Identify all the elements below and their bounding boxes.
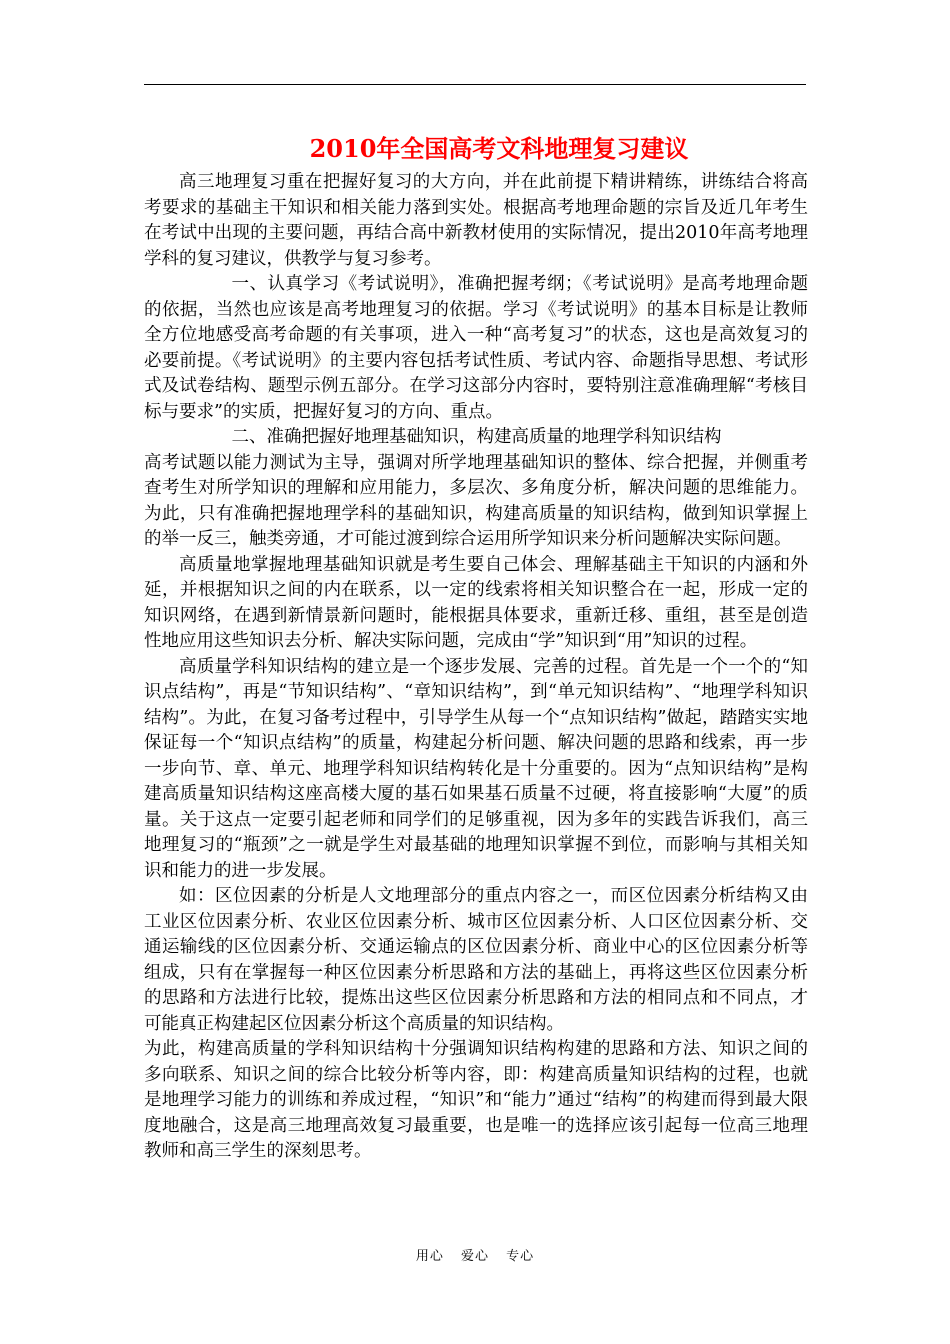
header-rule [144,84,806,85]
page-footer: 用心 爱心 专心 [415,1249,535,1264]
paragraph-exam-focus: 高考试题以能力测试为主导，强调对所学地理基础知识的整体、综合把握，并侧重考查考生对所学知识的理解和应用能力，多层次、多角度分析，解决问题的思维能力。为此，只有准确把握地理学科的基础知识，构建高质量的知识结构，做到知识掌握上的举一反三，触类旁通，才可能过渡到综合运用所学知识来分析问题解决实际问题。 [144,452,808,549]
paragraph-knowledge-structure: 高质量学科知识结构的建立是一个逐步发展、完善的过程。首先是一个一个的“知识点结构”，再是“节知识结构”、“章知识结构”，到“单元知识结构”、“地理学科知识结构”。为此，在复习备考过程中，引导学生从每一个“点知识结构”做起，踏踏实实地保证每一个“知识点结构”的质量，构建起分析问题、解决问题的思路和线索，再一步一步向节、章、单元、地理学科知识结构转化是十分重要的。因为“点知识结构”是构建高质量知识结构这座高楼大厦的基石如果基石质量不过硬，将直接影响“大厦”的质量。关于这点一定要引起老师和同学们的足够重视，因为多年的实践告诉我们，高三地理复习的“瓶颈”之一就是学生对最基础的地理知识掌握不到位，而影响与其相关知识和能力的进一步发展。 [144,656,808,881]
paragraph-basic-knowledge: 高质量地掌握地理基础知识就是考生要自己体会、理解基础主干知识的内涵和外延，并根据知识之间的内在联系，以一定的线索将相关知识整合在一起，形成一定的知识网络，在遇到新情景新问题时，能根据具体要求，重新迁移、重组，甚至是创造性地应用这些知识去分析、解决实际问题，完成由“学”知识到“用”知识的过程。 [144,554,808,651]
document-body [144,170,808,1165]
section-two-heading: 二、准确把握好地理基础知识，构建高质量的地理学科知识结构 [231,427,722,447]
paragraph-conclusion: 为此，构建高质量的学科知识结构十分强调知识结构构建的思路和方法、知识之间的多向联系、知识之间的综合比较分析等内容，即：构建高质量知识结构的过程，也就是地理学习能力的训练和养成过程，“知识”和“能力”通过“结构”的构建而得到最大限度地融合，这是高三地理高效复习最重要，也是唯一的选择应该引起每一位高三地理教师和高三学生的深刻思考。 [144,1039,808,1161]
paragraph-intro: 高三地理复习重在把握好复习的大方向，并在此前提下精讲精练，讲练结合将高考要求的基础主干知识和相关能力落到实处。根据高考地理命题的宗旨及近几年考生在考试中出现的主要问题，再结合高中新教材使用的实际情况，提出2010年高考地理学科的复习建议，供教学与复习参考。 [144,172,808,269]
paragraph-location-example: 如：区位因素的分析是人文地理部分的重点内容之一，而区位因素分析结构又由工业区位因素分析、农业区位因素分析、城市区位因素分析、人口区位因素分析、交通运输线的区位因素分析、交通运输点的区位因素分析、商业中心的区位因素分析等组成，只有在掌握每一种区位因素分析思路和方法的基础上，再将这些区位因素分析的思路和方法进行比较，提炼出这些区位因素分析思路和方法的相同点和不同点，才可能真正构建起区位因素分析这个高质量的知识结构。 [144,886,808,1034]
paragraph-section-one: 一、认真学习《考试说明》，准确把握考纲；《考试说明》是高考地理命题的依据，当然也应该是高考地理复习的依据。学习《考试说明》的基本目标是让教师全方位地感受高考命题的有关事项，进入一种“高考复习”的状态，这也是高效复习的必要前提。《考试说明》的主要内容包括考试性质、考试内容、命题指导思想、考试形式及试卷结构、题型示例五部分。在学习这部分内容时，要特别注意准确理解“考核目标与要求”的实质，把握好复习的方向、重点。 [144,274,808,422]
document-title: 2010年全国高考文科地理复习建议 [309,134,689,163]
